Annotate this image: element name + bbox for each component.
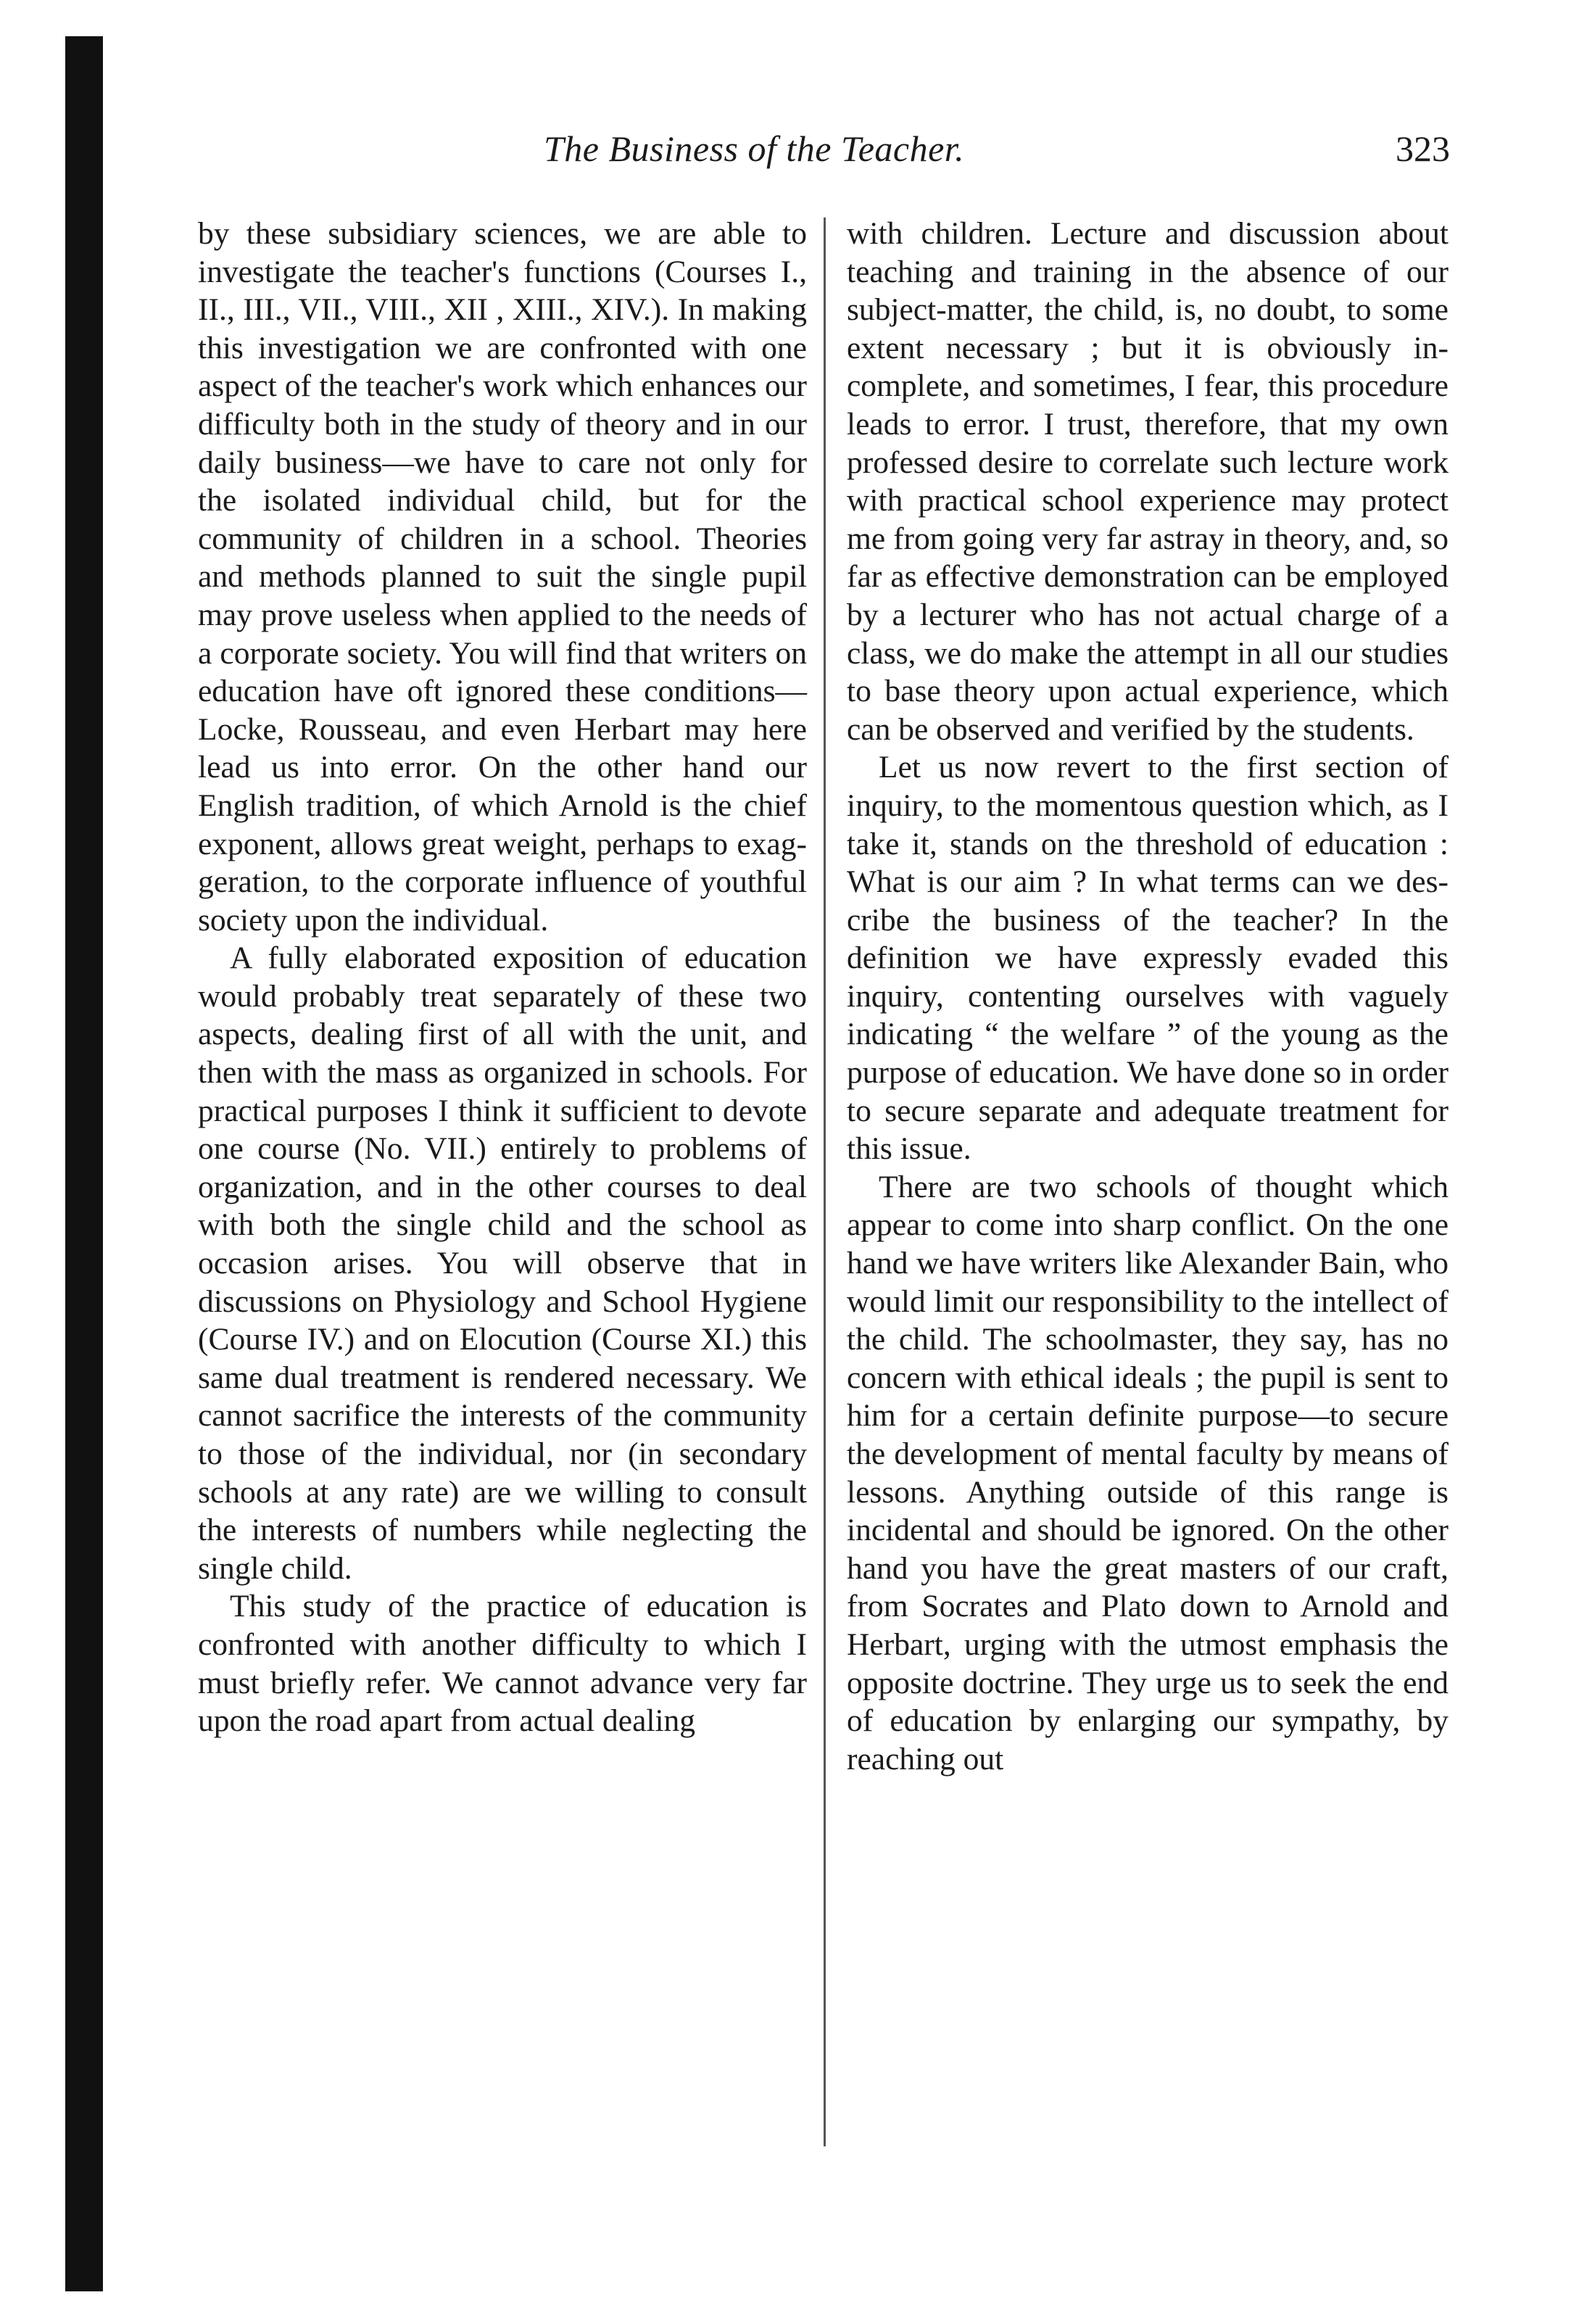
paragraph: Let us now revert to the first section of inquiry, to the momentous question which, as I take it, stands on the threshold of education : What is our aim ? In what terms can we describe the business of the teacher? In the definition we have expressly evaded this inquiry, contenting ourselves with vaguely indicating “ the welfare ” of the young as the purpose of education. We have done so in order to secure separate and adequate treatment for this issue. xyxy=(847,750,1449,1167)
right-column xyxy=(847,215,1449,1778)
paragraph: by these subsidiary sciences, we are able to investigate the teacher's functions (Courses I., II., III., VII., VIII., XII , XIII., XIV.). In making this investigation we are confronted with one aspect of the teacher's work which enhances our difficulty both in the study of theory and in our daily business—we have to care not only for the isolated individual child, but for the community of children in a school. Theories and methods planned to suit the single pupil may prove useless when applied to the needs of a corporate society. You will find that writers on education have oft ignored these conditions—Locke, Rousseau, and even Herbart may here lead us into error. On the other hand our English tradition, of which Arnold is the chief exponent, allows great weight, perhaps to exaggeration, to the corporate influence of youthful society upon the individual. xyxy=(198,216,807,938)
left-column xyxy=(198,215,807,1740)
scan-edge-shadow xyxy=(65,36,103,2291)
column-divider xyxy=(824,218,826,2146)
page-number: 323 xyxy=(1396,128,1450,169)
paragraph: There are two schools of thought which appear to come into sharp conflict. On the one hand we have writers like Alexander Bain, who would limit our responsibility to the intellect of the child. The schoolmaster, they say, has no concern with ethical ideals ; the pupil is sent to him for a certain definite purpose—to secure the development of mental faculty by means of lessons. Anything outside of this range is incidental and should be ignored. On the other hand you have the great masters of our craft, from Socrates and Plato down to Arnold and Herbart, urging with the utmost emphasis the opposite doctrine. They urge us to seek the end of education by enlarging our sympathy, by reaching out xyxy=(847,1169,1449,1777)
paragraph: with children. Lecture and discussion about teaching and training in the absence of our subject-matter, the child, is, no doubt, to some extent necessary ; but it is obviously incomplete, and sometimes, I fear, this procedure leads to error. I trust, therefore, that my own professed desire to correlate such lecture work with practical school experience may protect me from going very far astray in theory, and, so far as effective demonstration can be employed by a lecturer who has not actual charge of a class, we do make the attempt in all our studies to base theory upon actual experience, which can be observed and verified by the students. xyxy=(847,216,1449,747)
running-title: The Business of the Teacher. xyxy=(544,128,965,169)
page-header xyxy=(188,128,1450,186)
paragraph: A fully elaborated exposition of education would probably treat separately of these two aspects, dealing first of all with the unit, and then with the mass as organized in schools. For practical purposes I think it sufficient to devote one course (No. VII.) entirely to problems of organization, and in the other courses to deal with both the single child and the school as occasion arises. You will observe that in discussions on Physiology and School Hygiene (Course IV.) and on Elocution (Course XI.) this same dual treatment is rendered necessary. We cannot sacrifice the interests of the community to those of the individual, nor (in secondary schools at any rate) are we willing to consult the interests of numbers while neglecting the single child. xyxy=(198,940,807,1586)
paragraph: This study of the practice of education is confronted with another difficulty to which I must briefly refer. We cannot advance very far upon the road apart from actual dealing xyxy=(198,1589,807,1739)
